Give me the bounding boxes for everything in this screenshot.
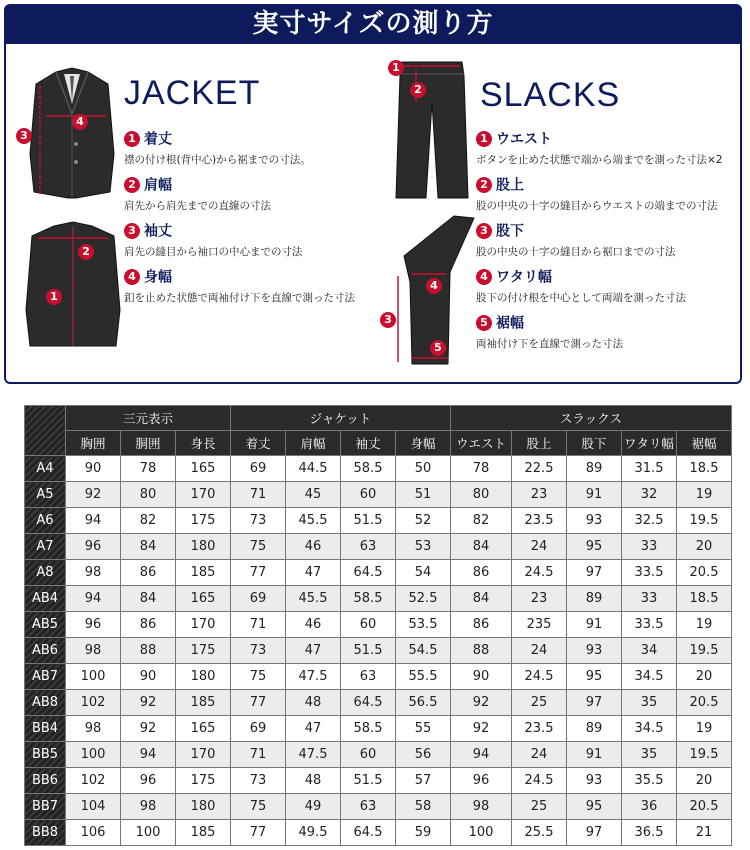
table-cell: 23.5	[512, 716, 567, 742]
table-cell: 86	[121, 612, 176, 638]
table-row	[25, 638, 732, 664]
table-cell: 84	[121, 534, 176, 560]
table-cell: 75	[231, 794, 286, 820]
table-cell: 94	[451, 742, 512, 768]
table-cell: 25	[512, 794, 567, 820]
table-cell: 63	[341, 664, 396, 690]
column-header: 着丈	[231, 431, 286, 456]
table-row	[25, 560, 732, 586]
size-label: BB7	[25, 794, 66, 820]
table-cell: 89	[567, 716, 622, 742]
table-cell: 106	[66, 820, 121, 846]
jacket-heading: JACKET	[124, 74, 261, 112]
table-cell: 47.5	[286, 664, 341, 690]
item-description: 股の中央の十字の縫目からウエストの端までの寸法	[476, 199, 718, 212]
table-cell: 73	[231, 768, 286, 794]
table-cell: 175	[176, 638, 231, 664]
marker-1: 1	[46, 289, 62, 305]
slacks-item-rise	[476, 174, 718, 213]
table-cell: 64.5	[341, 690, 396, 716]
table-cell: 69	[231, 586, 286, 612]
table-cell: 185	[176, 690, 231, 716]
size-label: A6	[25, 508, 66, 534]
table-cell: 180	[176, 664, 231, 690]
table-cell: 55.5	[396, 664, 451, 690]
table-cell: 104	[66, 794, 121, 820]
table-cell: 97	[567, 560, 622, 586]
table-cell: 51.5	[341, 768, 396, 794]
size-label: AB5	[25, 612, 66, 638]
item-description: 肩先から肩先までの直線の寸法	[124, 199, 271, 212]
table-cell: 94	[121, 742, 176, 768]
table-cell: 75	[231, 664, 286, 690]
jacket-item-shoulder	[124, 174, 271, 213]
table-cell: 92	[451, 716, 512, 742]
table-cell: 19	[677, 716, 732, 742]
marker-4: 4	[72, 114, 88, 130]
table-cell: 71	[231, 742, 286, 768]
table-cell: 22.5	[512, 456, 567, 482]
table-cell: 84	[121, 586, 176, 612]
item-name: 股上	[496, 177, 524, 194]
marker-2: 2	[410, 82, 426, 98]
table-cell: 71	[231, 612, 286, 638]
table-cell: 31.5	[622, 456, 677, 482]
table-cell: 54	[396, 560, 451, 586]
table-cell: 49.5	[286, 820, 341, 846]
number-badge: 1	[476, 131, 492, 147]
table-cell: 24.5	[512, 664, 567, 690]
table-cell: 53	[396, 534, 451, 560]
item-name: 股下	[496, 223, 524, 240]
table-cell: 95	[567, 794, 622, 820]
column-header: 身幅	[396, 431, 451, 456]
table-cell: 57	[396, 768, 451, 794]
size-label: BB8	[25, 820, 66, 846]
table-row	[25, 820, 732, 846]
table-cell: 24.5	[512, 768, 567, 794]
table-cell: 32	[622, 482, 677, 508]
column-header: 胴囲	[121, 431, 176, 456]
table-cell: 90	[451, 664, 512, 690]
item-description: 釦を止めた状態で両袖付け下を直線で測った寸法	[124, 291, 355, 304]
table-cell: 48	[286, 768, 341, 794]
table-cell: 19.5	[677, 742, 732, 768]
table-cell: 32.5	[622, 508, 677, 534]
table-cell: 46	[286, 612, 341, 638]
table-cell: 86	[451, 612, 512, 638]
item-name: ウエスト	[496, 131, 552, 148]
number-badge: 2	[124, 177, 140, 193]
group-header: 三元表示	[66, 406, 231, 431]
table-cell: 58	[396, 794, 451, 820]
item-description: 股下の付け根を中心として両端を測った寸法	[476, 291, 686, 304]
item-name: 袖丈	[144, 223, 172, 240]
table-cell: 88	[451, 638, 512, 664]
table-cell: 86	[451, 560, 512, 586]
table-cell: 185	[176, 560, 231, 586]
item-description: 股の中央の十字の縫目から裾口までの寸法	[476, 245, 676, 258]
table-cell: 165	[176, 716, 231, 742]
table-cell: 20	[677, 664, 732, 690]
table-cell: 63	[341, 794, 396, 820]
table-cell: 185	[176, 820, 231, 846]
table-cell: 33.5	[622, 560, 677, 586]
table-cell: 20.5	[677, 690, 732, 716]
item-description: ボタンを止めた状態で端から端までを測った寸法×2	[476, 153, 723, 166]
table-row	[25, 742, 732, 768]
table-cell: 96	[121, 768, 176, 794]
size-label: A8	[25, 560, 66, 586]
table-cell: 55	[396, 716, 451, 742]
table-cell: 23	[512, 482, 567, 508]
column-header: ウエスト	[451, 431, 512, 456]
size-label: AB7	[25, 664, 66, 690]
table-cell: 58.5	[341, 456, 396, 482]
table-cell: 80	[451, 482, 512, 508]
table-cell: 45.5	[286, 508, 341, 534]
table-cell: 47	[286, 638, 341, 664]
column-header: 股下	[567, 431, 622, 456]
table-cell: 100	[66, 664, 121, 690]
table-cell: 45	[286, 482, 341, 508]
table-cell: 84	[451, 586, 512, 612]
size-label: BB5	[25, 742, 66, 768]
table-row	[25, 482, 732, 508]
table-cell: 97	[567, 820, 622, 846]
table-cell: 47	[286, 560, 341, 586]
column-header-row	[25, 431, 732, 456]
table-cell: 20.5	[677, 560, 732, 586]
table-row	[25, 768, 732, 794]
table-cell: 102	[66, 690, 121, 716]
table-cell: 96	[66, 612, 121, 638]
table-cell: 18.5	[677, 586, 732, 612]
table-cell: 24	[512, 638, 567, 664]
table-cell: 20	[677, 768, 732, 794]
number-badge: 3	[476, 223, 492, 239]
table-cell: 73	[231, 508, 286, 534]
table-cell: 97	[567, 690, 622, 716]
corner-cell	[25, 406, 66, 456]
table-cell: 175	[176, 508, 231, 534]
table-cell: 77	[231, 820, 286, 846]
table-row	[25, 586, 732, 612]
table-cell: 165	[176, 456, 231, 482]
table-cell: 59	[396, 820, 451, 846]
table-cell: 69	[231, 716, 286, 742]
table-cell: 86	[121, 560, 176, 586]
table-cell: 24.5	[512, 560, 567, 586]
table-cell: 77	[231, 690, 286, 716]
table-cell: 90	[66, 456, 121, 482]
table-cell: 88	[121, 638, 176, 664]
number-badge: 4	[124, 269, 140, 285]
table-cell: 235	[512, 612, 567, 638]
table-cell: 69	[231, 456, 286, 482]
table-cell: 165	[176, 586, 231, 612]
table-cell: 19.5	[677, 508, 732, 534]
item-description: 襟の付け根(背中心)から裾までの寸法。	[124, 153, 311, 166]
table-cell: 89	[567, 586, 622, 612]
table-cell: 91	[567, 742, 622, 768]
table-cell: 60	[341, 482, 396, 508]
table-cell: 89	[567, 456, 622, 482]
table-cell: 98	[121, 794, 176, 820]
table-cell: 35.5	[622, 768, 677, 794]
table-cell: 95	[567, 534, 622, 560]
table-cell: 90	[121, 664, 176, 690]
marker-4: 4	[426, 278, 442, 294]
slacks-item-inseam	[476, 220, 676, 259]
table-cell: 73	[231, 638, 286, 664]
table-cell: 23	[512, 586, 567, 612]
table-cell: 20	[677, 534, 732, 560]
table-cell: 175	[176, 768, 231, 794]
table-row	[25, 716, 732, 742]
size-label: AB8	[25, 690, 66, 716]
table-cell: 58.5	[341, 586, 396, 612]
table-row	[25, 534, 732, 560]
table-cell: 24	[512, 534, 567, 560]
size-label: A4	[25, 456, 66, 482]
number-badge: 3	[124, 223, 140, 239]
table-cell: 78	[451, 456, 512, 482]
table-cell: 33.5	[622, 612, 677, 638]
table-cell: 93	[567, 768, 622, 794]
table-cell: 34.5	[622, 664, 677, 690]
group-header: スラックス	[451, 406, 732, 431]
table-cell: 98	[66, 638, 121, 664]
table-cell: 94	[66, 508, 121, 534]
column-header: 裾幅	[677, 431, 732, 456]
table-cell: 78	[121, 456, 176, 482]
table-cell: 33	[622, 534, 677, 560]
column-header: 股上	[512, 431, 567, 456]
size-label: A7	[25, 534, 66, 560]
size-label: AB4	[25, 586, 66, 612]
table-cell: 60	[341, 612, 396, 638]
column-header: 胸囲	[66, 431, 121, 456]
jacket-back-illustration	[24, 220, 122, 350]
table-cell: 98	[451, 794, 512, 820]
table-cell: 51	[396, 482, 451, 508]
table-cell: 180	[176, 534, 231, 560]
table-cell: 36	[622, 794, 677, 820]
table-row	[25, 794, 732, 820]
table-cell: 19	[677, 612, 732, 638]
table-row	[25, 508, 732, 534]
item-name: 身幅	[144, 269, 172, 286]
table-cell: 45.5	[286, 586, 341, 612]
table-cell: 96	[451, 768, 512, 794]
item-description: 肩先の縫目から袖口の中心までの寸法	[124, 245, 303, 258]
table-cell: 93	[567, 638, 622, 664]
marker-2: 2	[78, 244, 94, 260]
column-header: ワタリ幅	[622, 431, 677, 456]
table-cell: 25	[512, 690, 567, 716]
table-row	[25, 612, 732, 638]
table-row	[25, 456, 732, 482]
table-cell: 64.5	[341, 560, 396, 586]
table-cell: 52.5	[396, 586, 451, 612]
table-cell: 34.5	[622, 716, 677, 742]
number-badge: 1	[124, 131, 140, 147]
size-label: A5	[25, 482, 66, 508]
table-cell: 56	[396, 742, 451, 768]
number-badge: 2	[476, 177, 492, 193]
table-cell: 95	[567, 664, 622, 690]
table-cell: 77	[231, 560, 286, 586]
size-label: AB6	[25, 638, 66, 664]
number-badge: 5	[476, 315, 492, 331]
table-cell: 75	[231, 534, 286, 560]
item-name: 裾幅	[496, 315, 524, 332]
table-cell: 46	[286, 534, 341, 560]
table-cell: 92	[121, 716, 176, 742]
size-table	[24, 405, 732, 846]
jacket-front-illustration	[26, 64, 118, 204]
table-cell: 84	[451, 534, 512, 560]
table-cell: 71	[231, 482, 286, 508]
table-cell: 20.5	[677, 794, 732, 820]
item-name: 肩幅	[144, 177, 172, 194]
page-title: 実寸サイズの測り方	[4, 4, 742, 44]
table-cell: 51.5	[341, 638, 396, 664]
table-cell: 100	[451, 820, 512, 846]
marker-1: 1	[388, 60, 404, 76]
table-cell: 82	[121, 508, 176, 534]
table-cell: 102	[66, 768, 121, 794]
table-cell: 25.5	[512, 820, 567, 846]
table-cell: 19	[677, 482, 732, 508]
marker-3: 3	[16, 128, 32, 144]
table-cell: 53.5	[396, 612, 451, 638]
table-cell: 24	[512, 742, 567, 768]
table-cell: 47	[286, 716, 341, 742]
table-body	[25, 456, 732, 846]
number-badge: 4	[476, 269, 492, 285]
table-cell: 19.5	[677, 638, 732, 664]
marker-3: 3	[380, 312, 396, 328]
jacket-item-chest-width	[124, 266, 355, 305]
table-cell: 54.5	[396, 638, 451, 664]
table-cell: 51.5	[341, 508, 396, 534]
table-cell: 92	[121, 690, 176, 716]
table-cell: 35	[622, 690, 677, 716]
group-header: ジャケット	[231, 406, 451, 431]
table-cell: 63	[341, 534, 396, 560]
table-cell: 60	[341, 742, 396, 768]
table-cell: 96	[66, 534, 121, 560]
table-cell: 58.5	[341, 716, 396, 742]
measurement-guide-panel	[4, 44, 742, 384]
column-header: 肩幅	[286, 431, 341, 456]
table-cell: 18.5	[677, 456, 732, 482]
jacket-item-sleeve	[124, 220, 303, 259]
table-cell: 21	[677, 820, 732, 846]
slacks-item-hem-width	[476, 312, 623, 351]
item-name: ワタリ幅	[496, 269, 552, 286]
table-cell: 44.5	[286, 456, 341, 482]
table-cell: 49	[286, 794, 341, 820]
table-cell: 23.5	[512, 508, 567, 534]
table-cell: 170	[176, 482, 231, 508]
table-cell: 36.5	[622, 820, 677, 846]
table-cell: 50	[396, 456, 451, 482]
table-cell: 91	[567, 612, 622, 638]
table-cell: 34	[622, 638, 677, 664]
column-header: 袖丈	[341, 431, 396, 456]
table-cell: 52	[396, 508, 451, 534]
table-cell: 98	[66, 716, 121, 742]
jacket-item-length	[124, 128, 311, 167]
table-cell: 92	[451, 690, 512, 716]
table-cell: 80	[121, 482, 176, 508]
table-cell: 180	[176, 794, 231, 820]
slacks-item-thigh-width	[476, 266, 686, 305]
size-label: BB6	[25, 768, 66, 794]
table-cell: 100	[121, 820, 176, 846]
table-cell: 35	[622, 742, 677, 768]
table-cell: 64.5	[341, 820, 396, 846]
marker-5: 5	[430, 340, 446, 356]
table-cell: 91	[567, 482, 622, 508]
item-description: 両袖付け下を直線で測った寸法	[476, 337, 623, 350]
table-cell: 170	[176, 612, 231, 638]
slacks-item-waist	[476, 128, 722, 167]
slacks-heading: SLACKS	[480, 76, 621, 114]
table-cell: 48	[286, 690, 341, 716]
table-cell: 100	[66, 742, 121, 768]
table-row	[25, 664, 732, 690]
table-cell: 93	[567, 508, 622, 534]
table-cell: 94	[66, 586, 121, 612]
table-cell: 56.5	[396, 690, 451, 716]
slacks-front-illustration	[392, 58, 472, 202]
table-cell: 92	[66, 482, 121, 508]
table-cell: 98	[66, 560, 121, 586]
table-cell: 33	[622, 586, 677, 612]
size-label: BB4	[25, 716, 66, 742]
table-row	[25, 690, 732, 716]
table-cell: 170	[176, 742, 231, 768]
group-header-row	[25, 406, 732, 431]
item-name: 着丈	[144, 131, 172, 148]
column-header: 身長	[176, 431, 231, 456]
table-cell: 82	[451, 508, 512, 534]
table-cell: 47.5	[286, 742, 341, 768]
